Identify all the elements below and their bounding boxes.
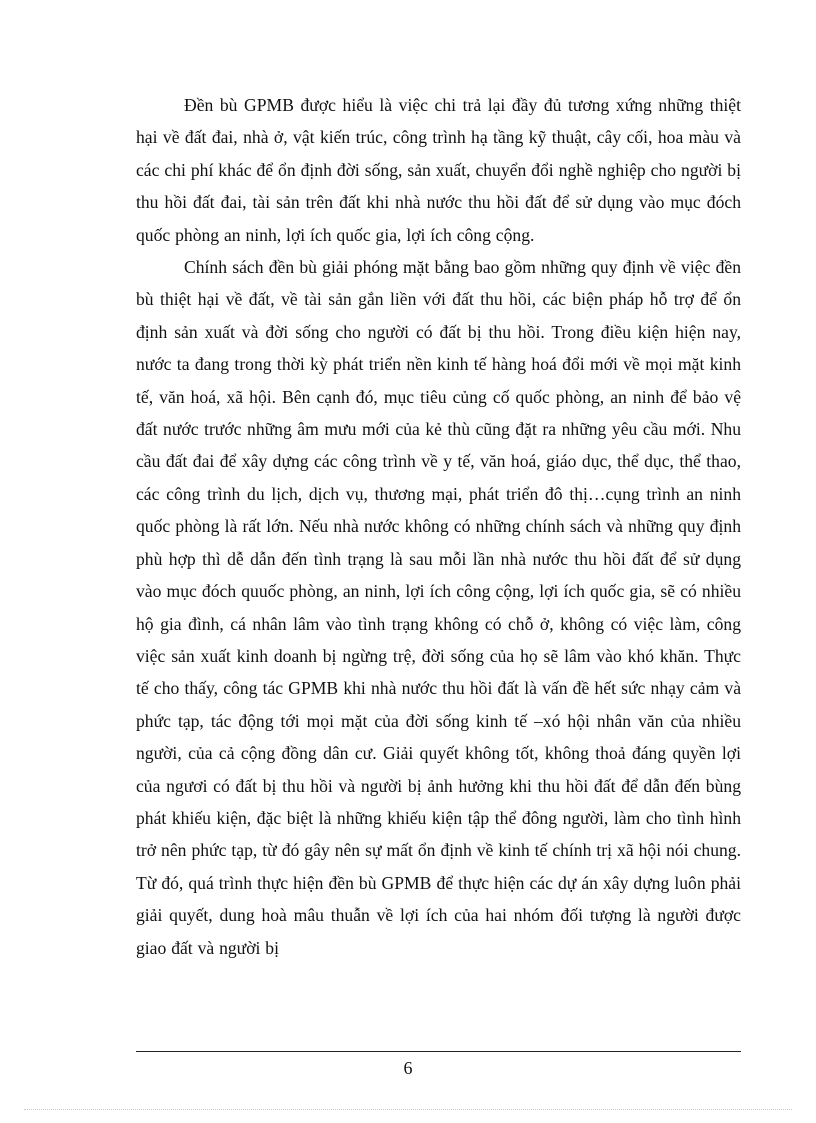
paragraph-2: Chính sách đền bù giải phóng mặt bằng bao gồm những quy định về việc đền bù thiệt hại về đất, về tài sản gắn liền với đất thu hồi, các biện pháp hỗ trợ để ổn định sản xuất và đời sống cho người có đất bị thu hồi. Trong điều kiện hiện nay, nước ta đang trong thời kỳ phát triển nền kinh tế hàng hoá đổi mới về mọi mặt kinh tế, văn hoá, xã hội. Bên cạnh đó, mục tiêu củng cố quốc phòng, an ninh để bảo vệ đất nước trước những âm mưu mới của kẻ thù cũng đặt ra những yêu cầu mới. Nhu cầu đất đai để xây dựng các công trình về y tế, văn hoá, giáo dục, thể dục, thể thao, các công trình du lịch, dịch vụ, thương mại, phát triển đô thị…cụng trình an ninh quốc phòng là rất lớn. Nếu nhà nước không có những chính sách và những quy định phù hợp thì dễ dẫn đến tình trạng là sau mỗi lần nhà nước thu hồi đất để sử dụng vào mục đóch quuốc phòng, an ninh, lợi ích công cộng, lợi ích quốc gia, sẽ có nhiều hộ gia đình, cá nhân lâm vào tình trạng không có chỗ ở, không có việc làm, công việc sản xuất kinh doanh bị ngừng trệ, đời sống của họ sẽ lâm vào khó khăn. Thực tế cho thấy, công tác GPMB khi nhà nước thu hồi đất là vấn đề hết sức nhạy cảm và phức tạp, tác động tới mọi mặt của đời sống kinh tế –xó hội nhân văn của nhiều người, của cả cộng đồng dân cư. Giải quyết không tốt, không thoả đáng quyền lợi của ngươi có đất bị thu hồi và người bị ảnh hưởng khi thu hồi đất để dẫn đến bùng phát khiếu kiện, đặc biệt là những khiếu kiện tập thể đông người, làm cho tình hình trở nên phức tạp, từ đó gây nên sự mất ổn định về kinh tế chính trị xã hội nói chung. Từ đó, quá trình thực hiện đền bù GPMB để thực hiện các dự án xây dựng luôn phải giải quyết, dung hoà mâu thuẫn về lợi ích của hai nhóm đối tượng là người được giao đất và người bị bbox=[136, 257, 741, 958]
paragraph-1: Đền bù GPMB được hiểu là việc chi trả lại đầy đủ tương xứng những thiệt hại về đất đai, nhà ở, vật kiến trúc, công trình hạ tầng kỹ thuật, cây cối, hoa màu và các chi phí khác để ổn định đời sống, sản xuất, chuyển đổi nghề nghiệp cho người bị thu hồi đất đai, tài sản trên đất khi nhà nước thu hồi đất để sử dụng vào mục đóch quốc phòng an ninh, lợi ích quốc gia, lợi ích công cộng. bbox=[136, 95, 741, 245]
footer-divider bbox=[136, 1051, 741, 1052]
page-number: 6 bbox=[403, 1058, 413, 1078]
body-text bbox=[136, 89, 741, 964]
page-bottom-dotted-line bbox=[24, 1109, 792, 1110]
